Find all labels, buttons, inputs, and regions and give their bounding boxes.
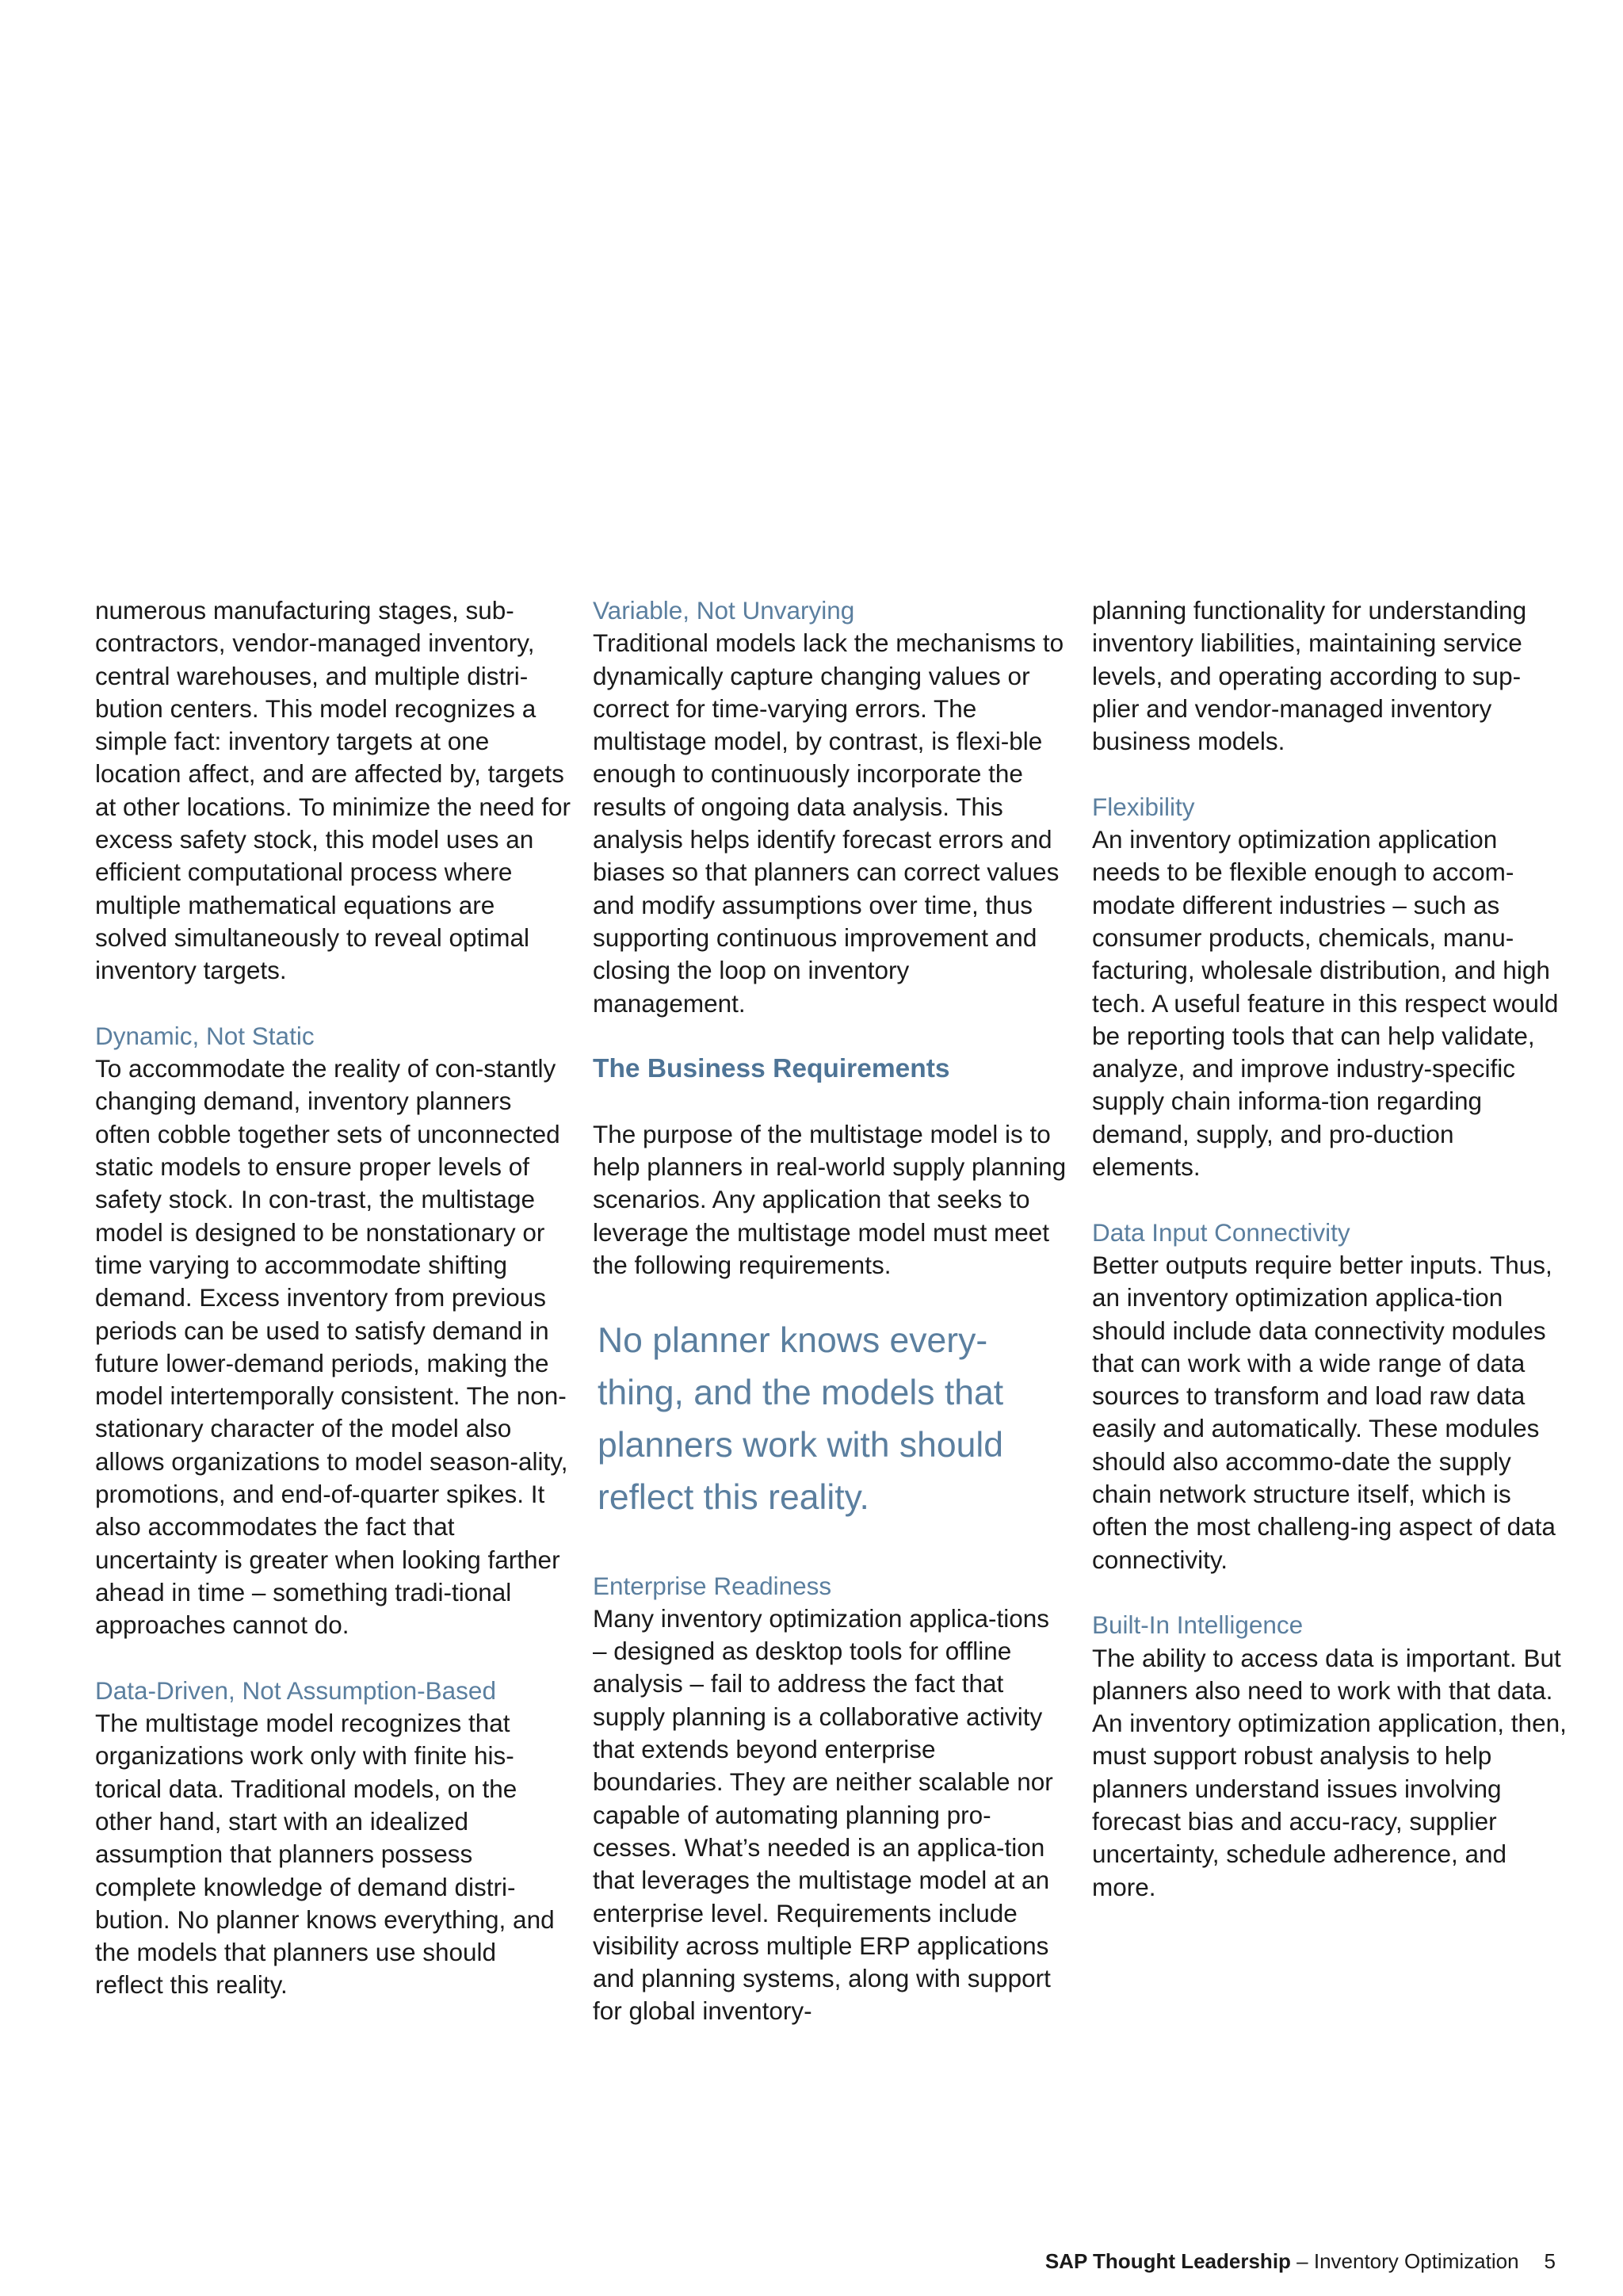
column-1 bbox=[95, 594, 571, 2034]
body-paragraph: planning functionality for understanding inventory liabilities, maintaining service levels, and operating according to sup-plier and vendor-managed inventory business models. bbox=[1092, 596, 1527, 756]
subsection bbox=[95, 1020, 571, 1642]
body-paragraph: Traditional models lack the mechanisms to dynamically capture changing values or correct for time-varying errors. The multistage model, by contrast, is flexi-ble enough to continuously incorporate the results of ongoing data analysis. This analysis helps identify forecast errors and biases so that planners can correct values and modify assumptions over time, thus supporting continuous improvement and closing the loop on inventory management. bbox=[593, 628, 1064, 1018]
subsection bbox=[95, 1675, 571, 2002]
subheading-flexibility: Flexibility bbox=[1092, 792, 1195, 821]
subheading-variable: Variable, Not Unvarying bbox=[593, 596, 855, 625]
subheading-enterprise-readiness: Enterprise Readiness bbox=[593, 1571, 832, 1600]
subheading-built-in-intelligence: Built-In Intelligence bbox=[1092, 1610, 1304, 1640]
column-3 bbox=[1092, 594, 1568, 1936]
footer-brand: SAP Thought Leadership bbox=[1044, 2249, 1291, 2273]
subsection bbox=[593, 1570, 1068, 2028]
page-number: 5 bbox=[1544, 2249, 1556, 2273]
body-paragraph: An inventory optimization application needs to be flexible enough to accom-modate different industries – such as consumer products, chemicals, manu-facturing, wholesale distribution, and high tech. A useful feature in this respect would be reporting tools that can help validate, analyze, and improve industry-specific supply chain informa-tion regarding demand, supply, and pro-duction elements. bbox=[1092, 825, 1559, 1182]
subheading-dynamic: Dynamic, Not Static bbox=[95, 1021, 315, 1050]
body-paragraph: Better outputs require better inputs. Thus, an inventory optimization applica-tion should include data connectivity modules that can work with a wide range of data sources to transform and load raw data easily and automatically. These modules should also accommo-date the supply chain network structure itself, which is often the most challeng-ing aspect of data connectivity. bbox=[1092, 1250, 1556, 1574]
body-paragraph: To accommodate the reality of con-stantly changing demand, inventory planners often cobble together sets of unconnected static models to ensure proper levels of safety stock. In con-trast, the multistage model is designed to be nonstationary or time varying to accommodate shifting demand. Excess inventory from previous periods can be used to satisfy demand in future lower-demand periods, making the model intertemporally consistent. The non-stationary character of the model also allows organizations to model season-ality, promotions, and end-of-quarter spikes. It also accommodates the fact that uncertainty is greater when looking farther ahead in time – something tradi-tional approaches cannot do. bbox=[95, 1054, 568, 1640]
body-paragraph: numerous manufacturing stages, sub-contractors, vendor-managed inventory, central warehouses, and multiple distri-bution centers. This model recognizes a simple fact: inventory targets at one location affect, and are affected by, targets at other locations. To minimize the need for excess safety stock, this model uses an efficient computational process where multiple mathematical equations are solved simultaneously to reveal optimal inventory targets. bbox=[95, 596, 571, 985]
body-paragraph: The ability to access data is important. But planners also need to work with that data. An inventory optimization application, then, must support robust analysis to help planners understand issues involving forecast bias and accu-racy, supplier uncertainty, schedule adherence, and more. bbox=[1092, 1643, 1567, 1901]
column-2 bbox=[593, 594, 1068, 2061]
body-paragraph: Many inventory optimization applica-tions – designed as desktop tools for offline analysis – fail to address the fact that supply planning is a collaborative activity that extends beyond enterprise boundaries. They are neither scalable nor capable of automating planning pro-cesses. What’s needed is an applica-tion that leverages the multistage model at an enterprise level. Requirements include visibility across multiple ERP applications and planning systems, along with support for global inventory- bbox=[593, 1603, 1053, 2026]
pull-quote: No planner knows every-thing, and the models that planners work with should reflect this reality. bbox=[598, 1320, 1004, 1517]
body-paragraph: The purpose of the multistage model is to help planners in real-world supply planning scenarios. Any application that seeks to leverage the multistage model must meet the following requirements. bbox=[593, 1119, 1067, 1279]
subsection bbox=[1092, 791, 1568, 1184]
section-title: The Business Requirements bbox=[593, 1054, 950, 1084]
subsection bbox=[1092, 1217, 1568, 1576]
subsection bbox=[593, 594, 1068, 1020]
body-paragraph: The multistage model recognizes that organizations work only with finite his-torical data. Traditional models, on the other hand, start with an idealized assumption that planners possess complete knowledge of demand distri-bution. No planner knows everything, and the models that planners use should reflect this reality. bbox=[95, 1709, 555, 2000]
footer-separator: – bbox=[1290, 2249, 1314, 2273]
subheading-data-driven: Data-Driven, Not Assumption-Based bbox=[95, 1675, 496, 1705]
footer-subject: Inventory Optimization bbox=[1313, 2249, 1519, 2273]
subheading-data-input: Data Input Connectivity bbox=[1092, 1217, 1350, 1247]
page-footer bbox=[1045, 2249, 1556, 2274]
subsection bbox=[1092, 1609, 1568, 1904]
